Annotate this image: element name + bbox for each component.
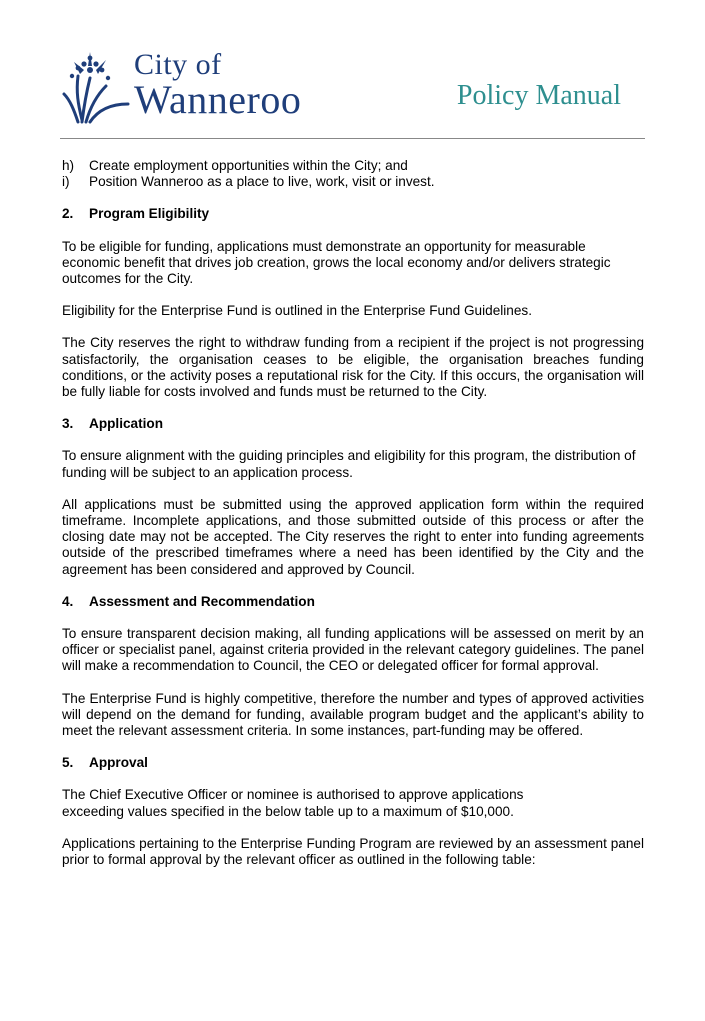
page-header xyxy=(0,0,705,140)
list-text: Position Wanneroo as a place to live, work, visit or invest. xyxy=(89,174,435,190)
paragraph: To ensure alignment with the guiding principles and eligibility for this program, the distribution of funding will be subject to an application process. xyxy=(62,448,636,480)
section-number: 2. xyxy=(62,206,74,222)
section-number: 4. xyxy=(62,593,74,609)
policy-manual-title: Policy Manual xyxy=(456,80,621,111)
paragraph: The Enterprise Fund is highly competitive, therefore the number and types of approved activities will depend on the demand for funding, available program budget and the applicant’s ability to meet the relevant assessment criteria. In some instances, part-funding may be offered. xyxy=(62,690,644,739)
header-divider xyxy=(60,138,645,139)
list-item xyxy=(62,174,644,190)
section-title: Application xyxy=(89,416,164,432)
section-heading-application xyxy=(62,416,644,432)
list-item xyxy=(62,158,644,174)
section-number: 3. xyxy=(62,416,74,432)
logo-text-wanneroo: Wanneroo xyxy=(134,77,302,122)
paragraph: All applications must be submitted using the approved application form within the required timeframe. Incomplete applications, and those submitted outside of this process or after the closing date may not be accepted. The City reserves the right to enter into funding agreements outside of the prescribed timeframes where a need has been identified by the City and the agreement has been considered and approved by Council. xyxy=(62,496,644,577)
section-number: 5. xyxy=(62,755,74,771)
city-logo xyxy=(60,48,330,126)
section-title: Approval xyxy=(89,755,148,771)
section-title: Program Eligibility xyxy=(89,206,210,222)
paragraph: The Chief Executive Officer or nominee is authorised to approve applications exceeding values specified in the below table up to a maximum of $10,000. xyxy=(62,787,524,819)
wanneroo-plant-icon xyxy=(60,48,132,126)
paragraph: To ensure transparent decision making, all funding applications will be assessed on merit by an officer or specialist panel, against criteria provided in the relevant category guidelines. The panel will make a recommendation to Council, the CEO or delegated officer for formal approval. xyxy=(62,626,644,674)
logo-text-city-of: City of xyxy=(134,48,222,81)
paragraph: Applications pertaining to the Enterprise Funding Program are reviewed by an assessment panel prior to formal approval by the relevant officer as outlined in the following table: xyxy=(62,835,644,868)
section-title: Assessment and Recommendation xyxy=(89,593,315,609)
list-marker: i) xyxy=(62,174,70,190)
document-body xyxy=(62,158,644,868)
paragraph: The City reserves the right to withdraw funding from a recipient if the project is not progressing satisfactorily, the organisation ceases to be eligible, the organisation breaches funding conditions, or the activity poses a reputational risk for the City. If this occurs, the organisation will be fully liable for costs involved and funds must be returned to the City. xyxy=(62,335,644,400)
section-heading-approval xyxy=(62,755,644,771)
list-marker: h) xyxy=(62,158,75,173)
paragraph: Eligibility for the Enterprise Fund is outlined in the Enterprise Fund Guidelines. xyxy=(62,303,532,319)
paragraph: To be eligible for funding, applications must demonstrate an opportunity for measurable economic benefit that drives job creation, grows the local economy and/or delivers strategic outcomes for the City. xyxy=(62,238,611,287)
list-text: Create employment opportunities within the City; and xyxy=(89,158,408,173)
section-heading-eligibility xyxy=(62,206,644,222)
section-heading-assessment xyxy=(62,594,644,610)
